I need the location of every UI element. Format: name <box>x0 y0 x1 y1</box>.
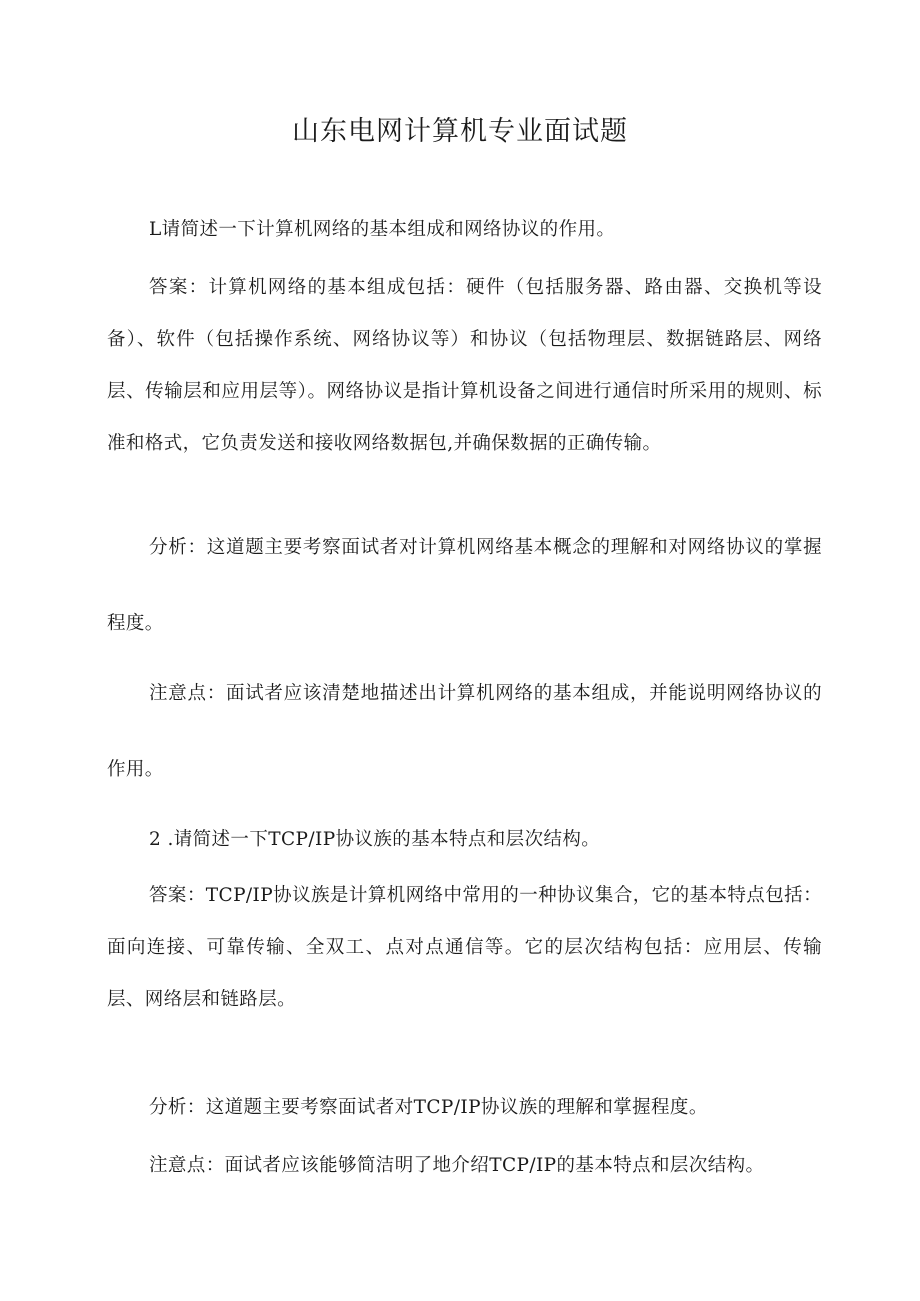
note-2: 注意点：面试者应该能够简洁明了地介绍TCP/IP的基本特点和层次结构。 <box>149 1155 765 1176</box>
page-title: 山东电网计算机专业面试题 <box>292 116 628 147</box>
analysis-1: 分析：这道题主要考察面试者对计算机网络基本概念的理解和对网络协议的掌握程度。 <box>107 537 822 634</box>
question-1: L请简述一下计算机网络的基本组成和网络协议的作用。 <box>149 219 616 240</box>
answer-1: 答案：计算机网络的基本组成包括：硬件（包括服务器、路由器、交换机等设备）、软件（包括操作系统、网络协议等）和协议（包括物理层、数据链路层、网络层、传输层和应用层等）。网络协议是指计算机设备之间进行通信时所采用的规则、标准和格式，它负责发送和接收网络数据包,并确保数据的正确传输。 <box>107 277 822 454</box>
analysis-2: 分析：这道题主要考察面试者对TCP/IP协议族的理解和掌握程度。 <box>149 1097 708 1118</box>
question-2: 2 .请简述一下TCP/IP协议族的基本特点和层次结构。 <box>149 829 601 850</box>
note-1: 注意点：面试者应该清楚地描述出计算机网络的基本组成，并能说明网络协议的作用。 <box>107 683 822 780</box>
answer-2: 答案：TCP/IP协议族是计算机网络中常用的一种协议集合，它的基本特点包括：面向连接、可靠传输、全双工、点对点通信等。它的层次结构包括：应用层、传输层、网络层和链路层。 <box>107 885 822 1010</box>
